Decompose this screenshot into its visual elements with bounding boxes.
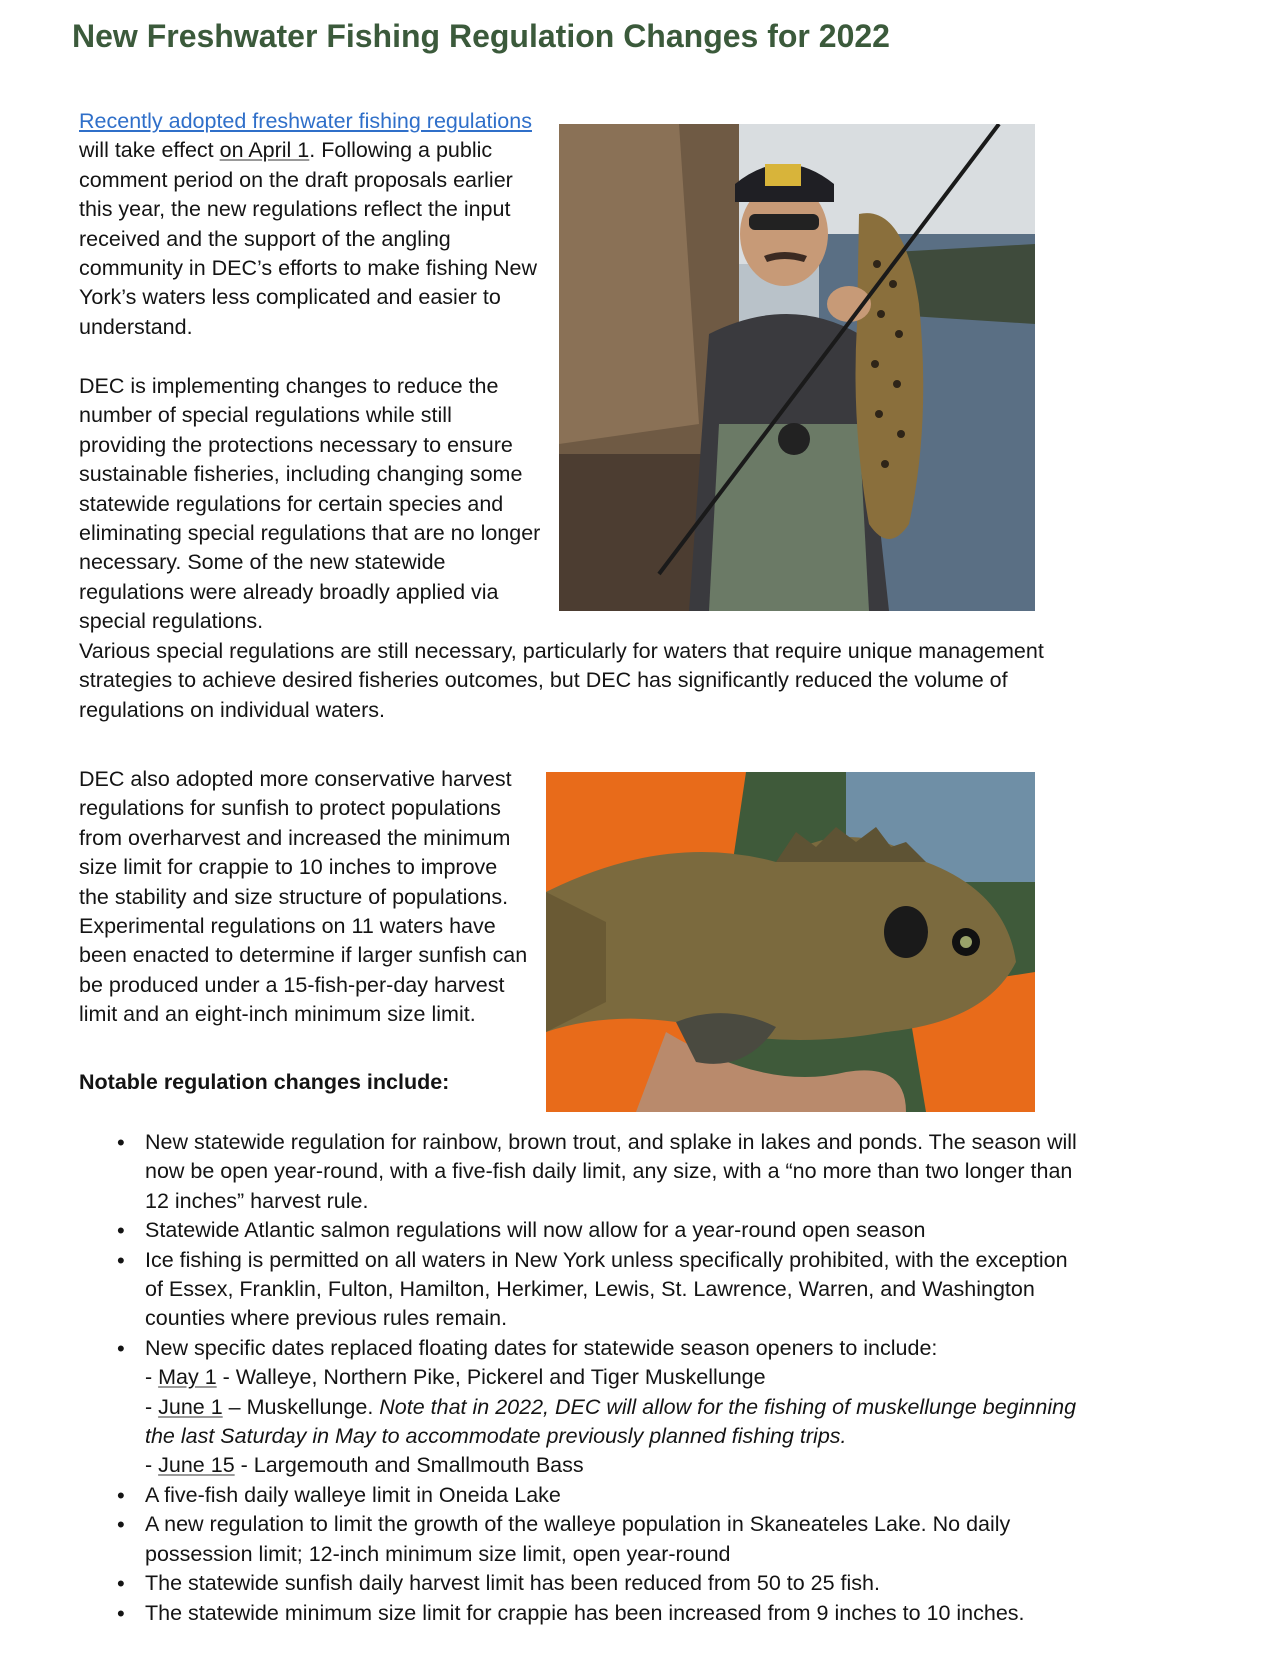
opener-june-15: - June 15 - Largemouth and Smallmouth Bass bbox=[145, 1453, 584, 1478]
list-item bbox=[0, 1128, 1080, 1216]
opener-june-1: - June 1 – Muskellunge. Note that in 2022, DEC will allow for the fishing of muskellunge beginning the last Saturday in May to accommodate previously planned fishing trips. bbox=[145, 1394, 1077, 1449]
list-item bbox=[0, 1481, 1080, 1510]
list-item bbox=[0, 1510, 1080, 1569]
paragraph-special-regulations-cont: Various special regulations are still necessary, particularly for waters that require unique management strategies to achieve desired fisheries outcomes, but DEC has significantly reduced the volume of regulations on individual waters. bbox=[79, 639, 1044, 722]
change-salmon: Statewide Atlantic salmon regulations will now allow for a year-round open season bbox=[145, 1218, 926, 1243]
opener-may-1-text: - Walleye, Northern Pike, Pickerel and Tiger Muskellunge bbox=[216, 1365, 766, 1390]
regulations-link[interactable]: Recently adopted freshwater fishing regulations bbox=[79, 109, 532, 133]
opener-may-1-date: May 1 bbox=[158, 1365, 217, 1390]
paragraph-special-regulations: DEC is implementing changes to reduce the number of special regulations while still providing the protections necessary to ensure sustainable fisheries, including changing some statewide regulations for certain species and eliminating special regulations that are no longer necessary. Some of the new statewide regulations were already broadly applied via special regulations. bbox=[79, 374, 541, 634]
regulation-changes-list bbox=[0, 1128, 1080, 1628]
changes-heading: Notable regulation changes include: bbox=[79, 1070, 450, 1094]
list-item bbox=[0, 1246, 1080, 1334]
angler-trout-photo bbox=[559, 124, 1035, 611]
opener-june-15-date: June 15 bbox=[158, 1453, 235, 1478]
page-title: New Freshwater Fishing Regulation Changes for 2022 bbox=[72, 18, 890, 54]
change-skaneateles-walleye: A new regulation to limit the growth of the walleye population in Skaneateles Lake. No daily possession limit; 12-inch minimum size limit, open year-round bbox=[145, 1512, 1011, 1566]
opener-june-1-date: June 1 bbox=[158, 1394, 223, 1419]
list-item bbox=[0, 1569, 1080, 1598]
opener-june-1-text: – Muskellunge. bbox=[222, 1394, 380, 1419]
change-season-openers: New specific dates replaced floating dates for statewide season openers to include: bbox=[145, 1335, 938, 1360]
change-ice-fishing: Ice fishing is permitted on all waters in New York unless specifically prohibited, with the exception of Essex, Franklin, Fulton, Hamilton, Herkimer, Lewis, St. Lawrence, Warren, and Washington counties where previous rules remain. bbox=[145, 1247, 1068, 1331]
change-oneida-walleye: A five-fish daily walleye limit in Oneida Lake bbox=[145, 1482, 561, 1507]
opener-june-15-text: - Largemouth and Smallmouth Bass bbox=[234, 1453, 584, 1478]
intro-date: on April 1 bbox=[219, 138, 310, 163]
change-sunfish-limit: The statewide sunfish daily harvest limit has been reduced from 50 to 25 fish. bbox=[145, 1571, 880, 1596]
paragraph-sunfish-crappie: DEC also adopted more conservative harvest regulations for sunfish to protect populations from overharvest and increased the minimum size limit for crappie to 10 inches to improve the stability and size structure of populations. Experimental regulations on 11 waters have been enacted to determine if larger sunfish can be produced under a 15-fish-per-day harvest limit and an eight-inch minimum size limit. bbox=[79, 767, 528, 1027]
list-item bbox=[0, 1334, 1080, 1481]
change-crappie-size: The statewide minimum size limit for crappie has been increased from 9 inches to 10 inches. bbox=[145, 1600, 1025, 1625]
intro-text-2: . Following a public comment period on the draft proposals earlier this year, the new regulations reflect the input received and the support of the angling community in DEC’s efforts to make fishing New York’s waters less complicated and easier to understand. bbox=[79, 138, 538, 339]
intro-paragraph bbox=[79, 107, 539, 342]
intro-text-1: will take effect bbox=[79, 138, 220, 163]
opener-june-1-note: Note that in 2022, DEC will allow for the fishing of muskellunge beginning the last Saturday in May to accommodate previously planned fishing trips. bbox=[145, 1394, 1077, 1449]
opener-may-1: - May 1 - Walleye, Northern Pike, Pickerel and Tiger Muskellunge bbox=[145, 1365, 766, 1390]
sunfish-photo bbox=[546, 772, 1035, 1112]
list-item bbox=[0, 1599, 1080, 1628]
change-trout: New statewide regulation for rainbow, brown trout, and splake in lakes and ponds. The season will now be open year-round, with a five-fish daily limit, any size, with a “no more than two longer than 12 inches” harvest rule. bbox=[145, 1130, 1077, 1213]
list-item bbox=[0, 1216, 1080, 1245]
